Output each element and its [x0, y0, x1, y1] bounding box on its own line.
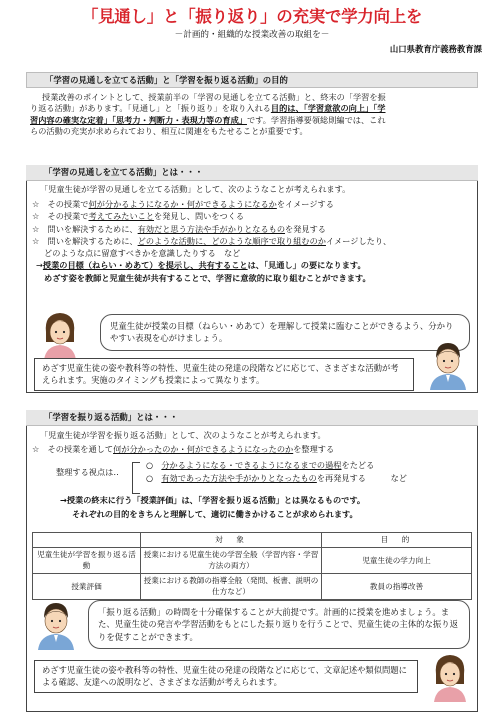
viewpoint-label: 整理する視点は‥ [56, 467, 119, 477]
teacher-male-illustration [34, 598, 78, 650]
mitoshi-intro: 「児童生徒が学習の見通しを立てる活動」として、次のようなことが考えられます。 [40, 184, 351, 194]
teacher-female-illustration [38, 308, 82, 360]
list-item: ☆ その授業で何が分かるようになるか・何ができるようになるかをイメージする [32, 199, 334, 209]
list-item: ☆ 問いを解決するために、どのような活動に、どのような順序で取り組むのかイメージしたり、 [32, 235, 392, 246]
organization: 山口県教育庁義務教育課 [389, 44, 482, 54]
table-header: 対 象 [141, 533, 322, 548]
teacher-speech-bubble: 児童生徒が授業の目標（ねらい・めあて）を理解して授業に臨むことができるよう、分かりやすい表現を心がけましょう。 [100, 314, 470, 351]
furikaeri-intro: 「児童生徒が学習を振り返る活動」として、次のようなことが考えられます。 [40, 430, 326, 440]
table-cell: 児童生徒が学習を振り返る活動 [33, 548, 141, 574]
mitoshi-heading: 「学習の見通しを立てる活動」とは・・・ [26, 165, 478, 181]
table-cell: 児童生徒の学力向上 [322, 548, 472, 574]
purpose-text [30, 92, 480, 137]
purpose-line: 習内容の確実な定着」「思考力・判断力・表現力等の育成」です。学習指導要領総則編では、これ [30, 114, 386, 125]
purpose-line: り返る活動」があります。「見通し」と「振り返り」を取り入れる目的は、「学習意欲の向上」「学 [30, 103, 386, 114]
furikaeri-arrow: →授業の終末に行う「授業評価」は、「学習を振り返る活動」とは異なるものです。 [60, 495, 366, 505]
table-cell: 授業における教師の指導全般（発問、板書、説明の仕方など） [141, 574, 322, 600]
viewpoint-list [146, 459, 407, 484]
list-item: ☆ 問いを解決するために、有効だと思う方法や手がかりとなるものを発見する [32, 223, 326, 234]
list-item: ○ 分かるようになる・できるようになるまでの過程をたどる [146, 460, 375, 470]
furikaeri-heading: 「学習を振り返る活動」とは・・・ [26, 410, 478, 426]
list-item-continuation: どのような点に留意すべきかを意識したりする など [44, 248, 241, 259]
table-header-row [33, 533, 472, 548]
furikaeri-arrow2: それぞれの目的をきちんと理解して、適切に働きかけることが求められます。 [72, 509, 358, 519]
list-item: ○ 有効であった方法や手がかりとなったものを再発見する など [146, 472, 407, 483]
mitoshi-list [32, 198, 476, 284]
list-item: ☆ その授業で考えてみたいことを発見し、問いをつくる [32, 211, 245, 222]
furikaeri-note: めざす児童生徒の姿や教科等の特性、児童生徒の発達の段階などに応じて、文章記述や類似問題による確認、友達への説明など、さまざまな活動が考えられます。 [34, 660, 418, 693]
table-header [33, 533, 141, 548]
purpose-line: らの活動の充実が求められており、相互に関連をもたせることが重要です。 [30, 125, 308, 136]
teacher-speech-bubble-2: 「振り返る活動」の時間を十分確保することが大前提です。計画的に授業を進めましょう。また、児童生徒の発言や学習活動をもとにした振り返りを行うことで、児童生徒の主体的な振り返りを促すことができます。 [88, 600, 470, 649]
comparison-table [32, 532, 472, 600]
table-cell: 教員の指導改善 [322, 574, 472, 600]
page-subtitle: －計画的・組織的な授業改善の取組を－ [174, 30, 330, 40]
goal-line: →授業の目標（ねらい・めあて）を提示し、共有することは、「見通し」の要になります。 [36, 260, 366, 271]
teacher-female-illustration [428, 650, 472, 702]
purpose-heading: 「学習の見通しを立てる活動」と「学習を振り返る活動」の目的 [26, 72, 478, 88]
page-title: 「見通し」と「振り返り」の充実で学力向上を [81, 7, 423, 26]
teacher-male-illustration [426, 338, 470, 390]
table-cell: 授業評価 [33, 574, 141, 600]
table-row [33, 548, 472, 574]
furikaeri-item: ☆ その授業を通して何が分かったのか・何ができるようになったのかを整理する [32, 444, 335, 454]
table-cell: 授業における児童生徒の学習全般（学習内容・学習方法の両方） [141, 548, 322, 574]
goal-summary: めざす姿を教師と児童生徒が共有することで、学習に意欲的に取り組むことができます。 [44, 272, 371, 283]
viewpoint-bracket [132, 462, 140, 494]
mitoshi-note: めざす児童生徒の姿や教科等の特性、児童生徒の発達の段階などに応じて、さまざまな活動が考えられます。実施のタイミングも授業によって異なります。 [34, 358, 414, 391]
purpose-line: 授業改善のポイントとして、授業前半の「学習の見通しを立てる活動」と、終末の「学習を振 [42, 92, 386, 102]
table-row [33, 574, 472, 600]
table-header: 目 的 [322, 533, 472, 548]
